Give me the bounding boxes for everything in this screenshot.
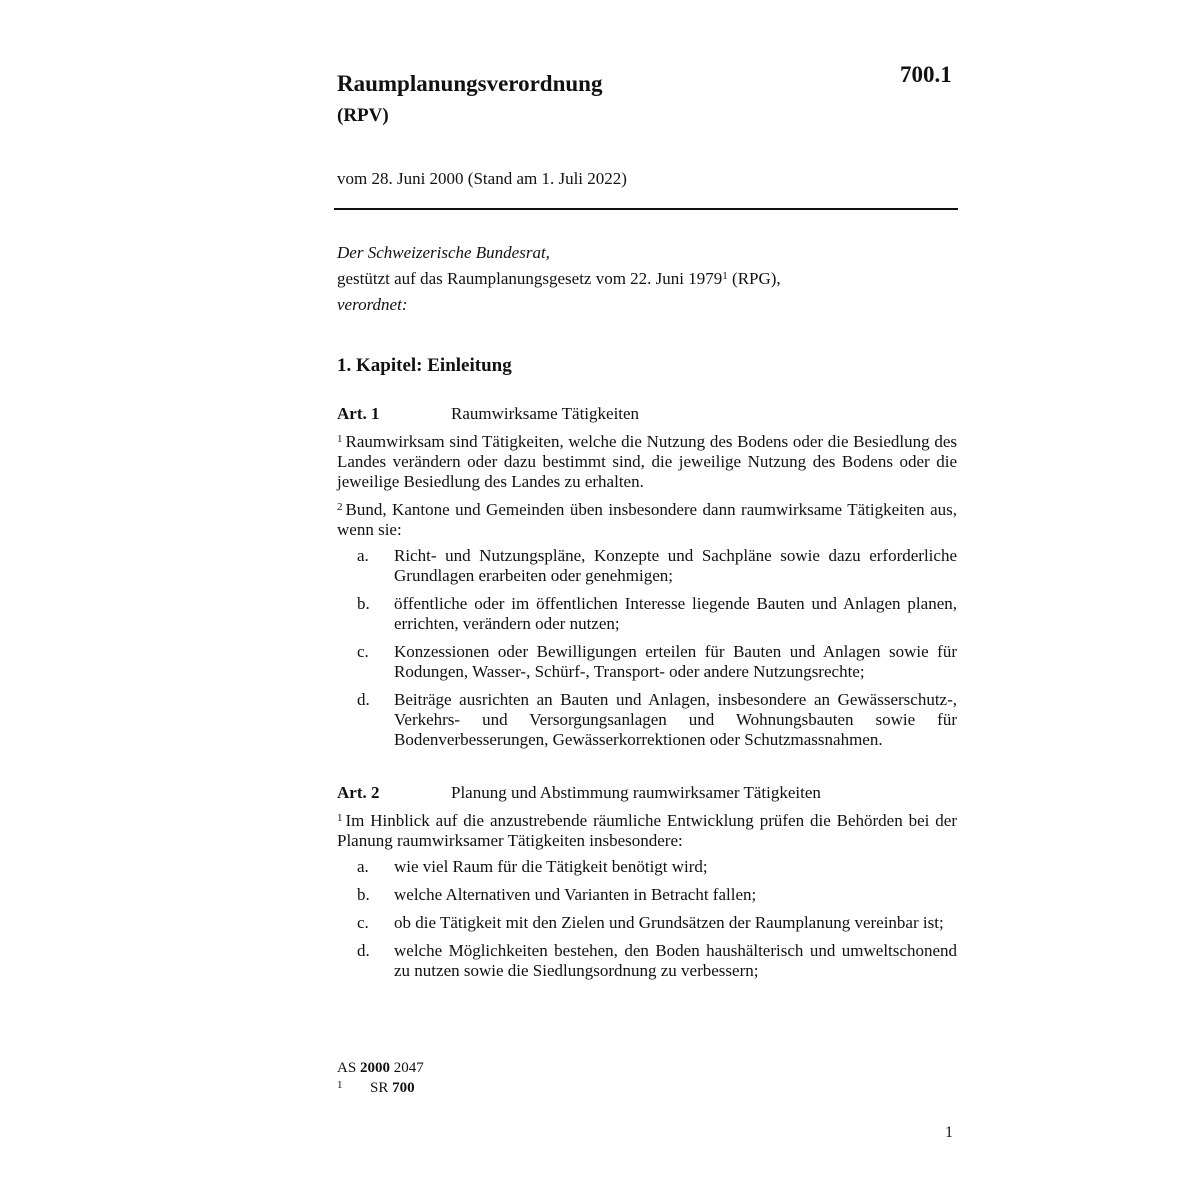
list-item — [337, 690, 957, 750]
enumeration-list — [337, 857, 957, 981]
as-prefix: AS — [337, 1060, 357, 1076]
chapter-heading: 1. Kapitel: Einleitung — [337, 355, 512, 376]
preamble-authority: Der Schweizerische Bundesrat, — [337, 243, 550, 262]
list-item — [337, 857, 957, 877]
paragraph-text: Bund, Kantone und Gemeinden üben insbesondere dann raumwirksame Tätigkeiten aus, wenn sie: — [337, 500, 957, 539]
date-line: vom 28. Juni 2000 (Stand am 1. Juli 2022) — [337, 169, 627, 188]
preamble-decrees: verordnet: — [337, 295, 408, 314]
list-item — [337, 546, 957, 586]
article-1 — [337, 404, 957, 758]
footnote — [337, 1078, 424, 1098]
list-item-letter: a. — [357, 546, 369, 565]
list-item-letter: c. — [357, 913, 369, 932]
paragraph — [337, 811, 957, 851]
list-item-text: Konzessionen oder Bewilligungen erteilen für Bauten und Anlagen sowie für Rodungen, Wasser-, Schürf-, Transport- oder andere Nutzungsrechte; — [394, 642, 957, 681]
article-header — [337, 783, 957, 807]
list-item-text: Beiträge ausrichten an Bauten und Anlagen, insbesondere an Gewässerschutz-, Verkehrs- und Versorgungsanlagen und Wohnungsbauten sowie für Bodenverbesserungen, Gewässerkorrektionen oder Schutzmassnahmen. — [394, 690, 957, 749]
article-title: Planung und Abstimmung raumwirksamer Tätigkeiten — [451, 783, 821, 802]
sr-number: 700.1 — [900, 62, 952, 87]
list-item — [337, 941, 957, 981]
list-item-letter: c. — [357, 642, 369, 661]
list-item-letter: b. — [357, 594, 370, 613]
paragraph-text: Im Hinblick auf die anzustrebende räumliche Entwicklung prüfen die Behörden bei der Planung raumwirksamer Tätigkeiten insbesondere: — [337, 811, 957, 850]
article-number: Art. 1 — [337, 404, 380, 423]
document-abbreviation: (RPV) — [337, 105, 389, 126]
article-number: Art. 2 — [337, 783, 380, 802]
enumeration-list — [337, 546, 957, 750]
article-title: Raumwirksame Tätigkeiten — [451, 404, 640, 423]
list-item-letter: b. — [357, 885, 370, 904]
article-2 — [337, 783, 957, 989]
list-item-letter: d. — [357, 941, 370, 960]
paragraph — [337, 432, 957, 492]
preamble-basis-suffix: (RPG), — [727, 269, 781, 288]
footnote-reference[interactable]: 1 — [722, 270, 728, 282]
footnote-mark: 1 — [337, 1079, 343, 1091]
footnote-sr-number[interactable]: 700 — [392, 1080, 415, 1096]
list-item-text: öffentliche oder im öffentlichen Interesse liegende Bauten und Anlagen planen, errichten, verändern oder nutzen; — [394, 594, 957, 633]
article-header — [337, 404, 957, 428]
header-divider — [334, 208, 958, 210]
paragraph-number: 2 — [337, 501, 343, 513]
preamble-basis-text: gestützt auf das Raumplanungsgesetz vom 22. Juni 1979 — [337, 269, 723, 288]
list-item-text: welche Alternativen und Varianten in Betracht fallen; — [394, 885, 757, 904]
list-item-letter: d. — [357, 690, 370, 709]
footer-notes — [337, 1058, 424, 1098]
footnote-text — [370, 1078, 415, 1098]
paragraph-number: 1 — [337, 433, 343, 445]
official-collection-reference — [337, 1058, 424, 1078]
document-title: Raumplanungsverordnung — [337, 71, 603, 96]
list-item-letter: a. — [357, 857, 369, 876]
list-item — [337, 594, 957, 634]
page-number: 1 — [945, 1124, 953, 1141]
list-item — [337, 885, 957, 905]
paragraph-text: Raumwirksam sind Tätigkeiten, welche die Nutzung des Bodens oder die Besiedlung des Landes verändern oder dazu bestimmt sind, die jeweilige Nutzung des Bodens oder die jeweilige Besiedlung des Landes zu erhalten. — [337, 432, 957, 491]
as-page: 2047 — [393, 1060, 424, 1076]
list-item — [337, 913, 957, 933]
list-item — [337, 642, 957, 682]
paragraph-number: 1 — [337, 812, 343, 824]
preamble-basis — [337, 266, 781, 292]
as-year: 2000 — [359, 1060, 390, 1076]
list-item-text: wie viel Raum für die Tätigkeit benötigt wird; — [394, 857, 708, 876]
list-item-text: ob die Tätigkeit mit den Zielen und Grundsätzen der Raumplanung vereinbar ist; — [394, 913, 944, 932]
paragraph — [337, 500, 957, 540]
list-item-text: welche Möglichkeiten bestehen, den Boden haushälterisch und umweltschonend zu nutzen sowie die Siedlungsordnung zu verbessern; — [394, 941, 957, 980]
preamble — [337, 240, 781, 318]
footnote-sr-prefix: SR — [370, 1080, 389, 1096]
list-item-text: Richt- und Nutzungspläne, Konzepte und Sachpläne sowie dazu erforderliche Grundlagen erarbeiten oder genehmigen; — [394, 546, 957, 585]
